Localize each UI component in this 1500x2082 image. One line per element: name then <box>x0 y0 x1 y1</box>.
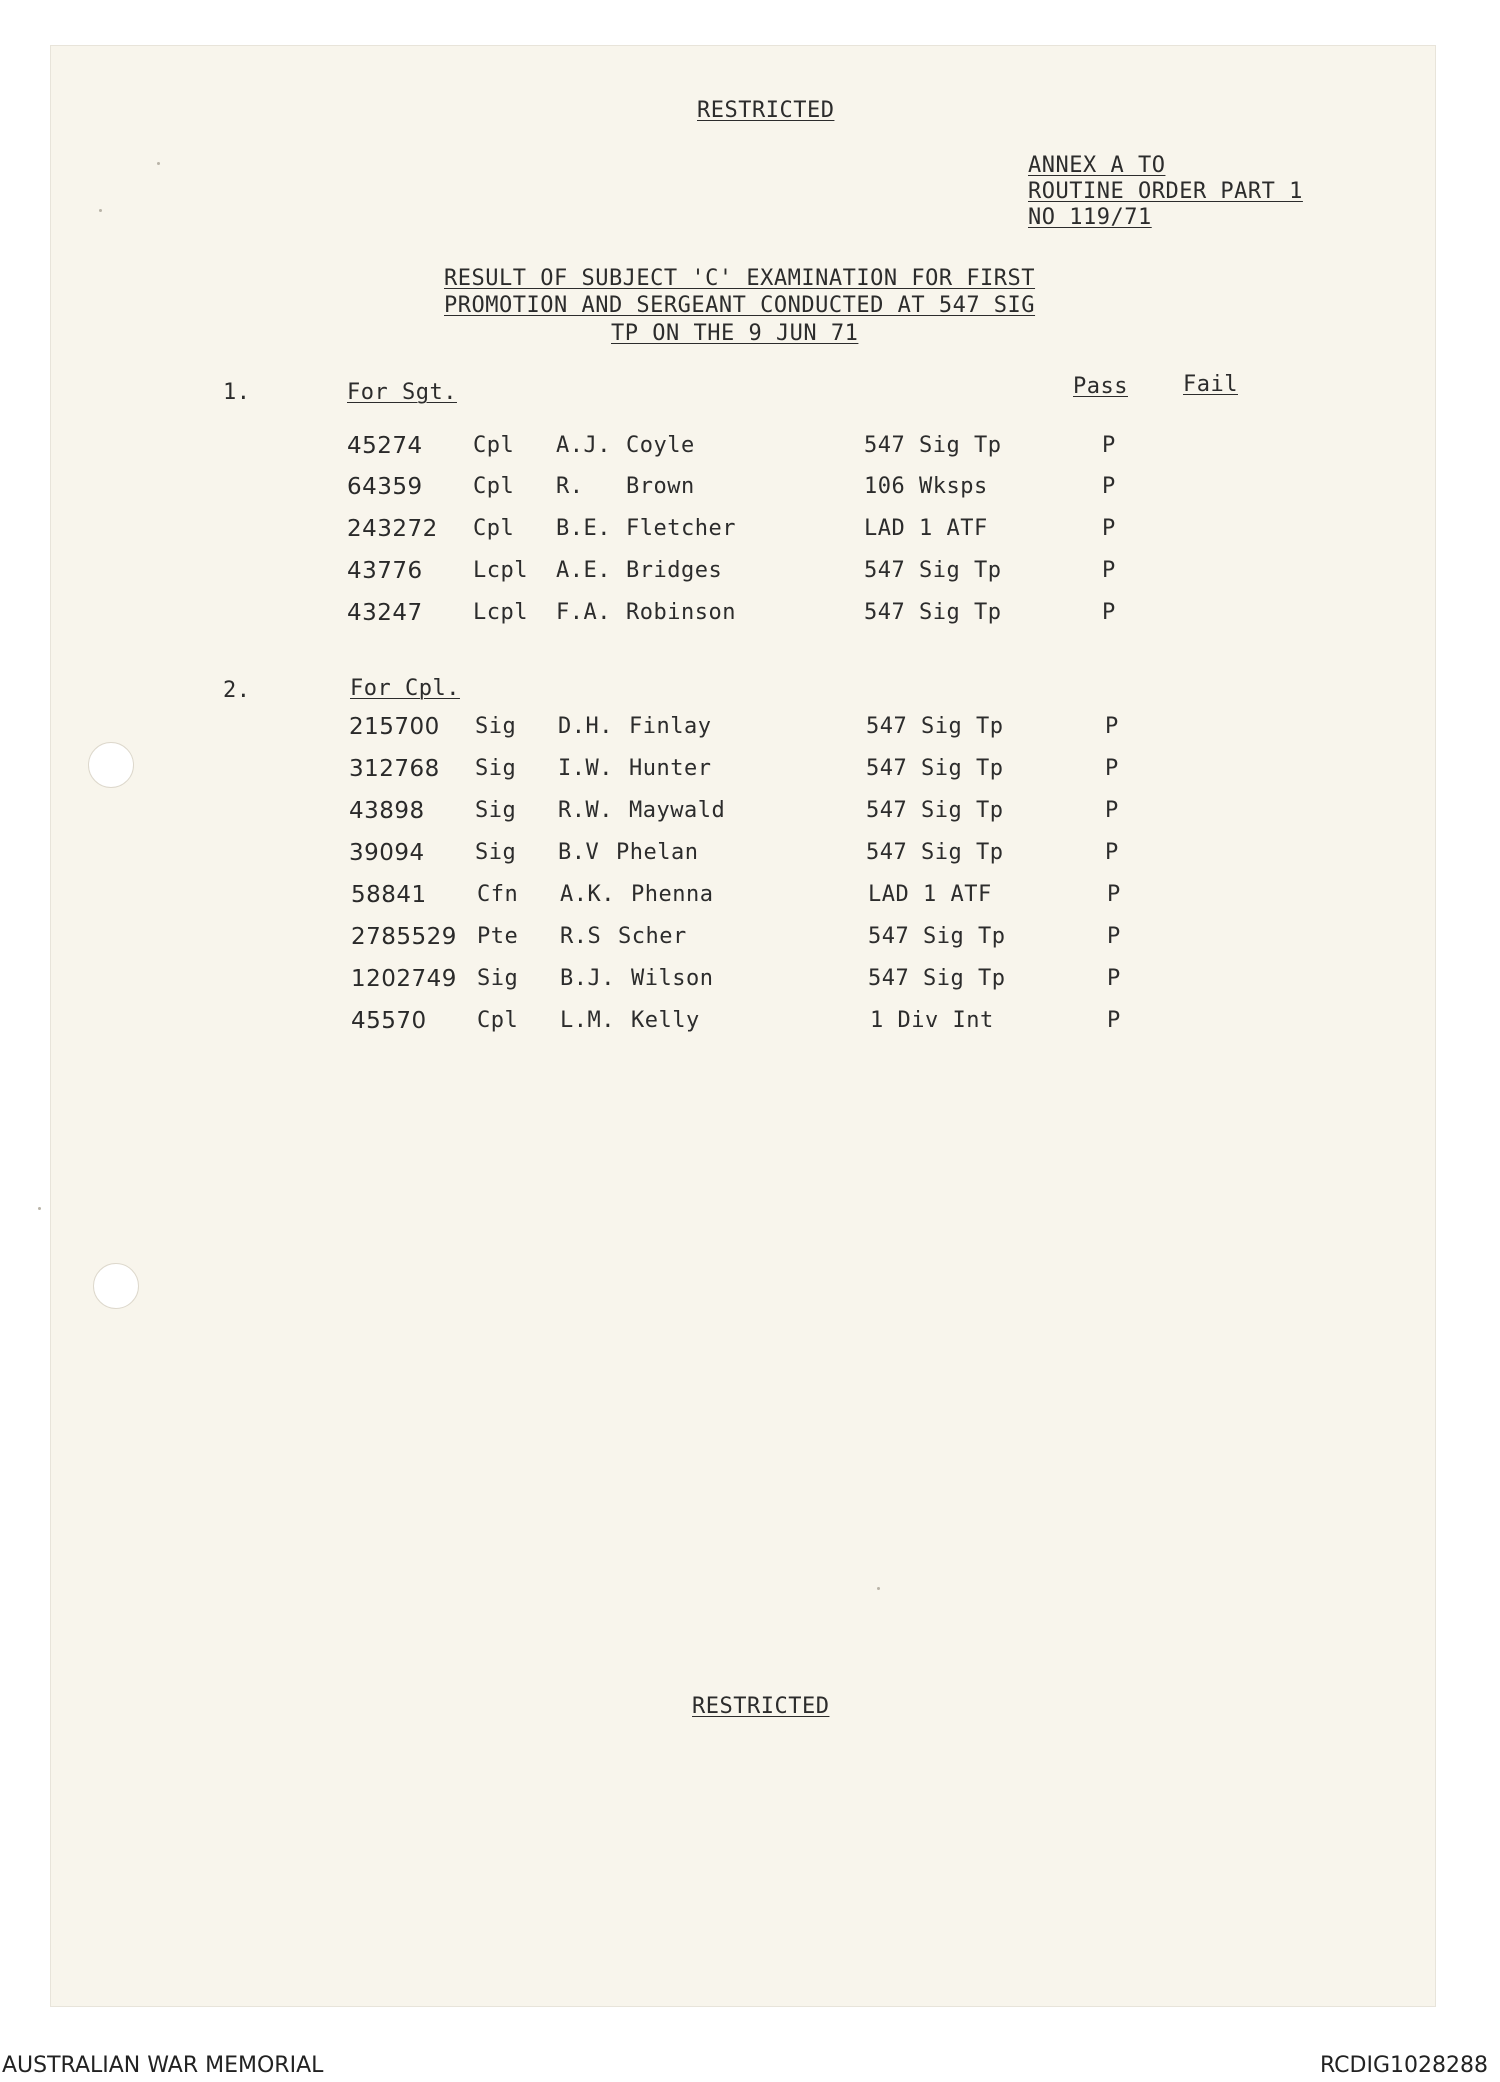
rank: Sig <box>475 714 517 739</box>
section-heading: For Cpl. <box>350 676 460 701</box>
surname: Robinson <box>626 600 736 625</box>
rank: Cpl <box>477 1008 519 1033</box>
table-row <box>0 476 1500 506</box>
archive-reference: RCDIG1028288 <box>1319 2053 1488 2078</box>
annex-line-2: ROUTINE ORDER PART 1 <box>1028 179 1303 204</box>
pass-mark: P <box>1102 433 1116 458</box>
punch-hole-lower <box>93 1263 139 1309</box>
unit: 1 Div Int <box>870 1008 994 1033</box>
initials: F.A. <box>556 600 611 625</box>
rank: Sig <box>477 966 519 991</box>
column-header-fail: Fail <box>1183 372 1238 397</box>
rank: Cpl <box>473 516 515 541</box>
pass-mark: P <box>1105 798 1119 823</box>
pass-mark: P <box>1107 924 1121 949</box>
paper-speck <box>157 162 160 165</box>
surname: Wilson <box>631 966 714 991</box>
unit: 547 Sig Tp <box>868 966 1006 991</box>
initials: R.S <box>560 924 602 949</box>
unit: 106 Wksps <box>864 474 988 499</box>
rank: Cpl <box>473 474 515 499</box>
section-number: 2. <box>223 678 251 703</box>
initials: I.W. <box>558 756 613 781</box>
unit: LAD 1 ATF <box>868 882 992 907</box>
pass-mark: P <box>1105 714 1119 739</box>
rank: Sig <box>475 756 517 781</box>
initials: B.J. <box>560 966 615 991</box>
pass-mark: P <box>1102 474 1116 499</box>
rank: Lcpl <box>473 600 528 625</box>
rank: Cfn <box>477 882 519 907</box>
paper-speck <box>877 1587 880 1590</box>
unit: 547 Sig Tp <box>864 433 1002 458</box>
paper-speck <box>38 1207 41 1210</box>
surname: Coyle <box>626 433 695 458</box>
initials: B.E. <box>556 516 611 541</box>
rank: Lcpl <box>473 558 528 583</box>
unit: 547 Sig Tp <box>866 840 1004 865</box>
pass-mark: P <box>1102 558 1116 583</box>
surname: Fletcher <box>626 516 736 541</box>
classification-top: RESTRICTED <box>697 98 835 123</box>
rank: Sig <box>475 798 517 823</box>
pass-mark: P <box>1107 882 1121 907</box>
pass-mark: P <box>1102 600 1116 625</box>
service-number: 64359 <box>347 474 423 500</box>
rank: Cpl <box>473 433 515 458</box>
service-number: 43247 <box>347 600 423 626</box>
surname: Finlay <box>629 714 712 739</box>
service-number: 1202749 <box>351 966 457 992</box>
initials: R.W. <box>558 798 613 823</box>
unit: 547 Sig Tp <box>866 714 1004 739</box>
initials: A.E. <box>556 558 611 583</box>
annex-line-3: NO 119/71 <box>1028 205 1152 230</box>
section-heading: For Sgt. <box>347 380 457 405</box>
unit: LAD 1 ATF <box>864 516 988 541</box>
initials: D.H. <box>558 714 613 739</box>
surname: Phenna <box>631 882 714 907</box>
service-number: 45274 <box>347 433 423 459</box>
service-number: 43898 <box>349 798 425 824</box>
service-number: 243272 <box>347 516 438 542</box>
rank: Sig <box>475 840 517 865</box>
unit: 547 Sig Tp <box>868 924 1006 949</box>
pass-mark: P <box>1105 756 1119 781</box>
surname: Brown <box>626 474 695 499</box>
table-row <box>0 435 1500 465</box>
surname: Scher <box>618 924 687 949</box>
table-row <box>0 926 1500 956</box>
surname: Kelly <box>631 1008 700 1033</box>
initials: A.K. <box>560 882 615 907</box>
initials: A.J. <box>556 433 611 458</box>
initials: B.V <box>558 840 600 865</box>
pass-mark: P <box>1107 1008 1121 1033</box>
service-number: 43776 <box>347 558 423 584</box>
table-row <box>0 758 1500 788</box>
pass-mark: P <box>1107 966 1121 991</box>
initials: L.M. <box>560 1008 615 1033</box>
section-number: 1. <box>223 380 251 405</box>
document-title-line-3: TP ON THE 9 JUN 71 <box>611 321 859 346</box>
service-number: 58841 <box>351 882 427 908</box>
column-header-pass: Pass <box>1073 374 1128 399</box>
table-row <box>0 602 1500 632</box>
surname: Maywald <box>629 798 726 823</box>
classification-bottom: RESTRICTED <box>692 1694 830 1719</box>
paper-speck <box>99 209 102 212</box>
table-row <box>0 968 1500 998</box>
service-number: 2785529 <box>351 924 457 950</box>
pass-mark: P <box>1105 840 1119 865</box>
service-number: 312768 <box>349 756 440 782</box>
surname: Phelan <box>616 840 699 865</box>
table-row <box>0 842 1500 872</box>
annex-line-1: ANNEX A TO <box>1028 153 1166 178</box>
service-number: 39094 <box>349 840 425 866</box>
table-row <box>0 518 1500 548</box>
surname: Hunter <box>629 756 712 781</box>
unit: 547 Sig Tp <box>864 558 1002 583</box>
table-row <box>0 560 1500 590</box>
service-number: 215700 <box>349 714 440 740</box>
table-row <box>0 716 1500 746</box>
table-row <box>0 800 1500 830</box>
unit: 547 Sig Tp <box>866 756 1004 781</box>
table-row <box>0 1010 1500 1040</box>
initials: R. <box>556 474 584 499</box>
rank: Pte <box>477 924 519 949</box>
service-number: 45570 <box>351 1008 427 1034</box>
pass-mark: P <box>1102 516 1116 541</box>
archive-credit: AUSTRALIAN WAR MEMORIAL <box>2 2053 324 2078</box>
document-title-line-1: RESULT OF SUBJECT 'C' EXAMINATION FOR FIRST <box>444 266 1036 291</box>
unit: 547 Sig Tp <box>864 600 1002 625</box>
surname: Bridges <box>626 558 723 583</box>
document-title-line-2: PROMOTION AND SERGEANT CONDUCTED AT 547 SIG <box>444 293 1036 318</box>
table-row <box>0 884 1500 914</box>
unit: 547 Sig Tp <box>866 798 1004 823</box>
